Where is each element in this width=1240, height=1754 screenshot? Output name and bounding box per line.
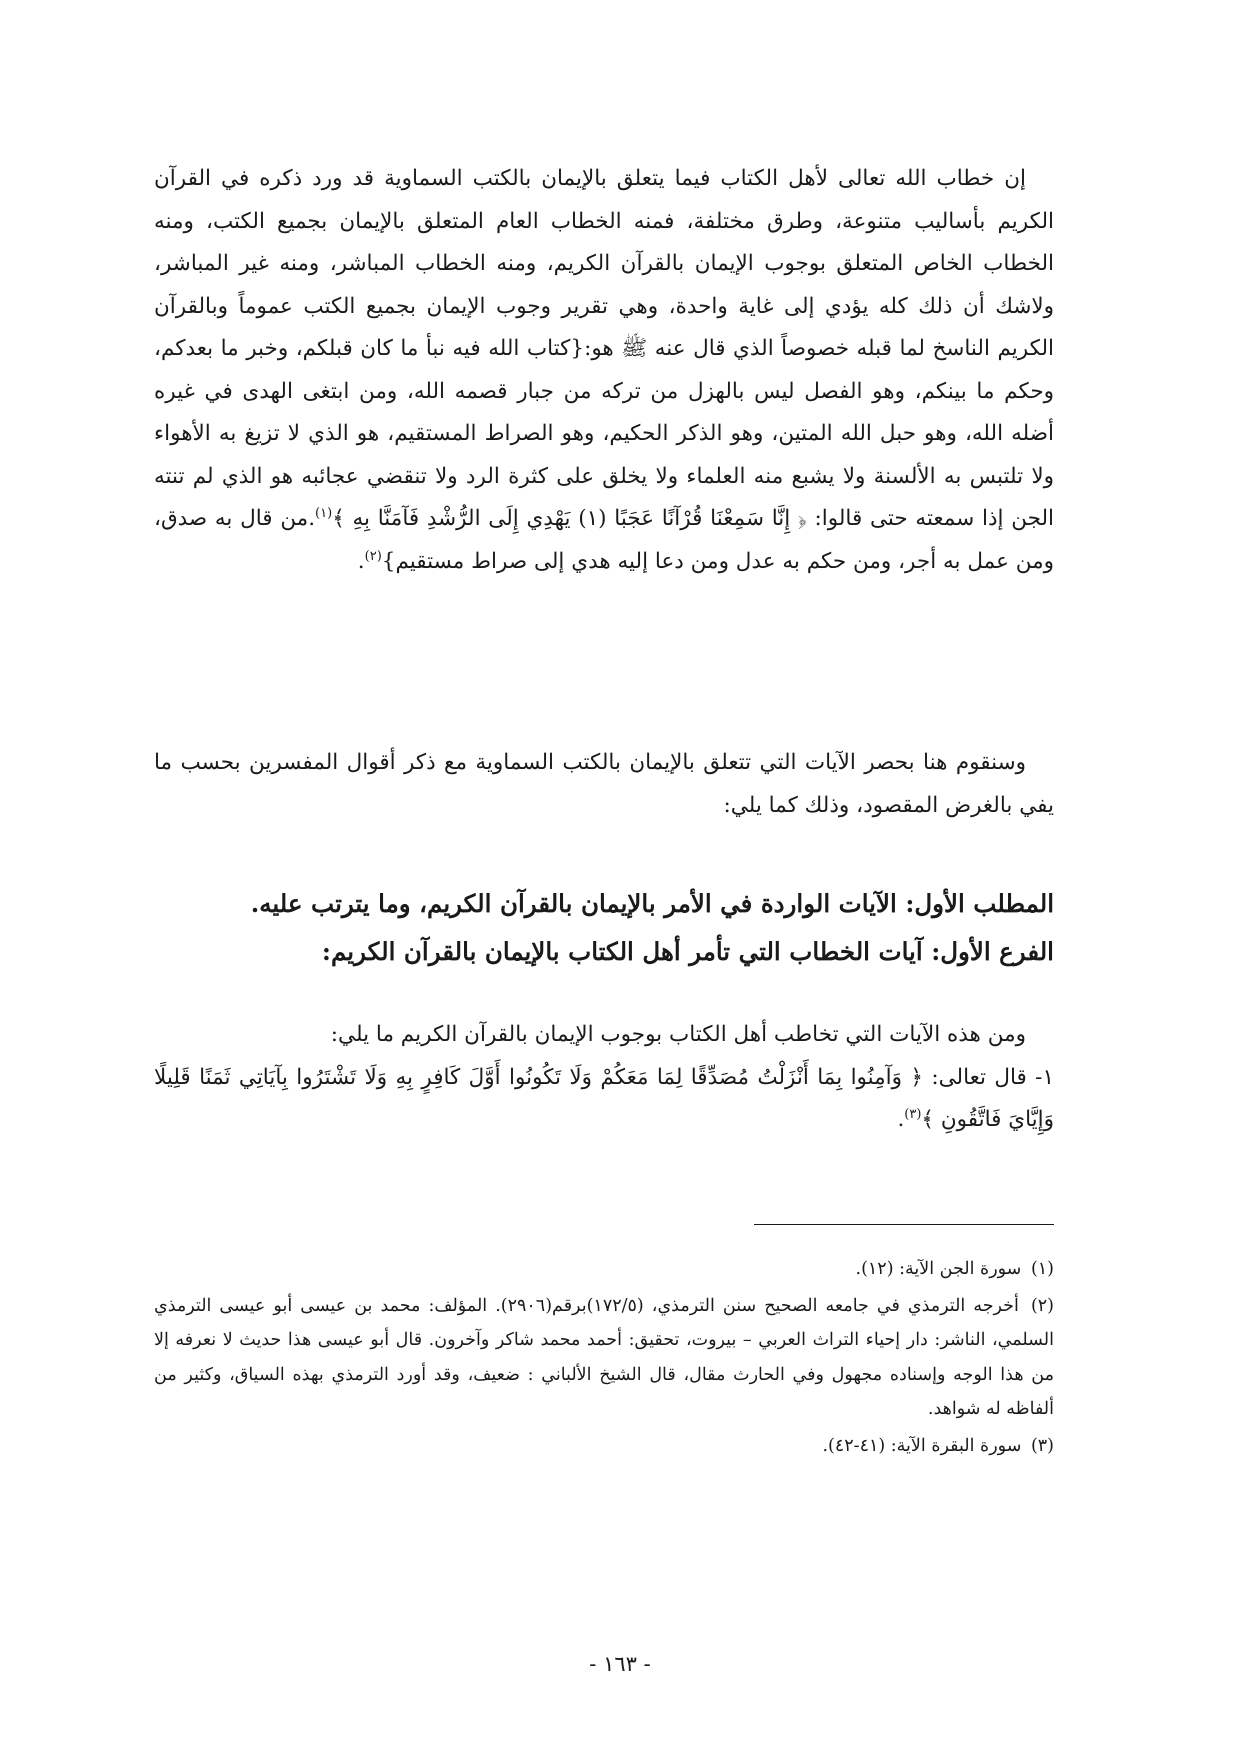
lead-paragraph: ومن هذه الآيات التي تخاطب أهل الكتاب بوجوب الإيمان بالقرآن الكريم ما يلي: (330, 1022, 1026, 1047)
footnote-2-text: أخرجه الترمذي في جامعه الصحيح سنن الترمذي، (١٧٢/٥)برقم(٢٩٠٦). المؤلف: محمد بن عيسى أبو عيسى الترمذي السلمي، الناشر: دار إحياء التراث العربي – بيروت، تحقيق: أحمد محمد شاكر وآخرون. قال أبو عيسى هذا حديث لا نعرفه إلا من هذا الوجه وإسناده مجهول وفي الحارث مقال، قال الشيخ الألباني : ضعيف، وقد أورد الترمذي بهذه السياق، وكثير من ألفاظه له شواهد. (154, 1295, 1054, 1419)
footnote-1-text: سورة الجن الآية: (١٢). (855, 1259, 1022, 1279)
verse-item-1-text: ١- قال تعالى: ﴿ وَآمِنُوا بِمَا أَنْزَلْتُ مُصَدِّقًا لِمَا مَعَكُمْ وَلَا تَكُونُوا أَوَّلَ كَافِرٍ بِهِ وَلَا تَشْتَرُوا بِآيَاتِي ثَمَنًا قَلِيلًا وَإِيَّايَ فَاتَّقُونِ ﴾ (154, 1064, 1054, 1132)
footnote-2 (154, 1289, 1054, 1427)
plan-paragraph: وسنقوم هنا بحصر الآيات التي تتعلق بالإيمان بالكتب السماوية مع ذكر أقوال المفسرين بحسب ما يفي بالغرض المقصود، وذلك كما يلي: (154, 750, 1054, 818)
intro-end-punct: . (357, 548, 365, 574)
intro-text-continued: .من قال به صدق، ومن عمل به أجر، ومن حكم به عدل ومن دعا إليه هدي إلى صراط مستقيم} (154, 506, 1054, 574)
verse-item-1-end: . (897, 1107, 905, 1132)
footnote-ref-1[interactable]: (١) (315, 505, 333, 521)
intro-paragraph (154, 158, 1054, 583)
footnote-1-number: (١) (1030, 1259, 1054, 1279)
verses-section (154, 1014, 1054, 1142)
footnote-ref-2[interactable]: (٢) (364, 548, 382, 564)
page-number: - ١٦٣ - (589, 1652, 651, 1676)
footnote-3-number: (٣) (1030, 1435, 1054, 1456)
section-heading: المطلب الأول: الآيات الواردة في الأمر بالإيمان بالقرآن الكريم، وما يترتب عليه. (250, 889, 1054, 918)
footnote-3 (154, 1429, 1054, 1464)
intro-section (154, 158, 1054, 583)
footnote-ref-3[interactable]: (٣) (904, 1106, 922, 1122)
intro-text: إن خطاب الله تعالى لأهل الكتاب فيما يتعلق بالإيمان بالكتب السماوية قد ورد ذكره في القرآن الكريم بأساليب متنوعة، وطرق مختلفة، فمنه الخطاب العام المتعلق بالإيمان بجميع الكتب، ومنه الخطاب الخاص المتعلق بوجوب الإيمان بالقرآن الكريم، ومنه الخطاب المباشر، ومنه غير المباشر، ولاشك أن ذلك كله يؤدي إلى غاية واحدة، وهي تقرير وجوب الإيمان بجميع الكتب عموماً وبالقرآن الكريم الناسخ لما قبله خصوصاً الذي قال عنه ﷺ هو:{كتاب الله فيه نبأ ما كان قبلكم، وخبر ما بعدكم، وحكم ما بينكم، وهو الفصل ليس بالهزل من تركه من جبار قصمه الله، ومن ابتغى الهدى في غيره أضله الله، وهو حبل الله المتين، وهو الذكر الحكيم، وهو الصراط المستقيم، هو الذي لا تزيغ به الأهواء ولا تلتبس به الألسنة ولا يشبع منه العلماء ولا يخلق على كثرة الرد ولا تنقضي عجائبه هو الذي لم تنته الجن إذا سمعته حتى قالوا: ﴿ إِنَّا سَمِعْنَا قُرْآنًا عَجَبًا (١) يَهْدِي إِلَى الرُّشْدِ فَآمَنَّا بِهِ ﴾ (154, 166, 1055, 531)
footnote-1 (154, 1252, 1054, 1287)
verse-item-1 (154, 1057, 1054, 1142)
footnote-2-number: (٢) (1030, 1295, 1054, 1316)
footnotes-section (154, 1252, 1054, 1465)
footnote-3-text: سورة البقرة الآية: (٤١-٤٢). (822, 1435, 1022, 1456)
subsection-heading: الفرع الأول: آيات الخطاب التي تأمر أهل الكتاب بالإيمان بالقرآن الكريم: (321, 937, 1054, 966)
headings-block (154, 880, 1054, 976)
plan-section (154, 742, 1054, 827)
footnote-separator (754, 1224, 1054, 1225)
